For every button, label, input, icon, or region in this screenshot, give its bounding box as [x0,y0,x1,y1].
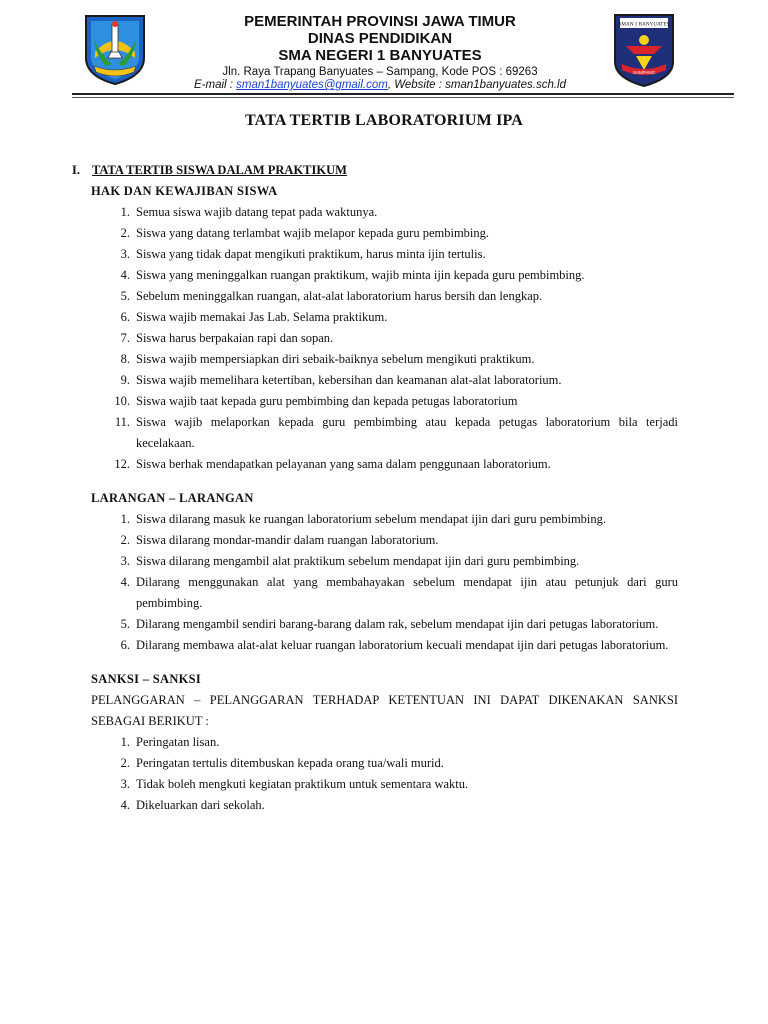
list-item: 10. Siswa wajib taat kepada guru pembimbing dan kepada petugas laboratorium [114,394,518,408]
jawa-timur-emblem-icon [82,12,148,86]
sanctions-intro: PELANGGARAN – PELANGGARAN TERHADAP KETENTUAN INI DAPAT DIKENAKAN SANKSI SEBAGAI BERIKUT : [91,693,678,728]
contact-line [160,79,600,92]
list-item: 11. Siswa wajib melaporkan kepada guru pembimbing atau kepada petugas laboratorium bila terjadi kecelakaan. [114,415,678,450]
website-label: , Website : [387,79,446,91]
list-item: 12. Siswa berhak mendapatkan pelayanan yang sama dalam penggunaan laboratorium. [114,457,551,471]
document-body [72,160,678,816]
section-heading [72,160,678,181]
list-item: 3. Siswa dilarang mengambil alat praktikum sebelum mendapat ijin dari guru pembimbing. [120,554,580,568]
document-title: TATA TERTIB LABORATORIUM IPA [244,112,524,129]
letterhead-divider-thin [72,97,734,98]
right-logo-text: SMAN 1 BANYUATES [618,21,670,28]
list-item: 4. Dikeluarkan dari sekolah. [120,798,265,812]
list-item: 5. Dilarang mengambil sendiri barang-barang dalam rak, sebelum mendapat ijin dari petugas laboratorium. [120,617,659,631]
letterhead-text [160,13,600,92]
school-emblem-icon [612,12,676,88]
prohibitions-list [110,509,678,656]
website-text: sman1banyuates.sch.ld [445,79,566,91]
letterhead [0,0,768,100]
department-name: DINAS PENDIDIKAN [307,30,453,47]
school-name: SMA NEGERI 1 BANYUATES [278,47,482,64]
section-title: TATA TERTIB SISWA DALAM PRAKTIKUM [92,163,347,177]
rights-duties-heading: HAK DAN KEWAJIBAN SISWA [91,184,278,198]
list-item: 3. Siswa yang tidak dapat mengikuti praktikum, harus minta ijin tertulis. [120,247,486,261]
list-item: 6. Dilarang membawa alat-alat keluar ruangan laboratorium kecuali mendapat ijin dari petugas laboratorium. [120,638,669,652]
list-item: 8. Siswa wajib mempersiapkan diri sebaik-baiknya sebelum mengikuti praktikum. [120,352,535,366]
email-link[interactable]: sman1banyuates@gmail.com [236,79,388,91]
list-item: 3. Tidak boleh mengkuti kegiatan praktikum untuk sementara waktu. [120,777,469,791]
list-item: 7. Siswa harus berpakaian rapi dan sopan. [120,331,334,345]
list-item: 2. Peringatan tertulis ditembuskan kepada orang tua/wali murid. [120,756,444,770]
list-item: 9. Siswa wajib memelihara ketertiban, kebersihan dan keamanan alat-alat laboratorium. [120,373,562,387]
section-number: I. [72,163,80,177]
list-item: 4. Dilarang menggunakan alat yang membahayakan sebelum mendapat ijin atau petunjuk dari guru pembimbing. [120,575,678,610]
list-item: 6. Siswa wajib memakai Jas Lab. Selama praktikum. [120,310,388,324]
list-item: 2. Siswa yang datang terlambat wajib melapor kepada guru pembimbing. [120,226,490,240]
list-item: 4. Siswa yang meninggalkan ruangan praktikum, wajib minta ijin kepada guru pembimbing. [120,268,585,282]
sanctions-list [110,732,678,816]
email-label: E-mail : [194,79,237,91]
list-item: 1. Semua siswa wajib datang tepat pada waktunya. [120,205,378,219]
right-logo-bottom-text: SAMPANG [632,70,656,75]
list-item: 1. Siswa dilarang masuk ke ruangan laboratorium sebelum mendapat ijin dari guru pembimbing. [120,512,607,526]
school-address: Jln. Raya Trapang Banyuates – Sampang, Kode POS : 69263 [222,66,538,78]
government-name: PEMERINTAH PROVINSI JAWA TIMUR [244,13,516,30]
list-item: 2. Siswa dilarang mondar-mandir dalam ruangan laboratorium. [120,533,439,547]
list-item: 1. Peringatan lisan. [120,735,220,749]
letterhead-divider-thick [72,93,734,95]
list-item: 5. Sebelum meninggalkan ruangan, alat-alat laboratorium harus bersih dan lengkap. [120,289,543,303]
sanctions-heading: SANKSI – SANKSI [91,672,202,686]
prohibitions-heading: LARANGAN – LARANGAN [91,491,254,505]
rights-duties-list [110,202,678,475]
